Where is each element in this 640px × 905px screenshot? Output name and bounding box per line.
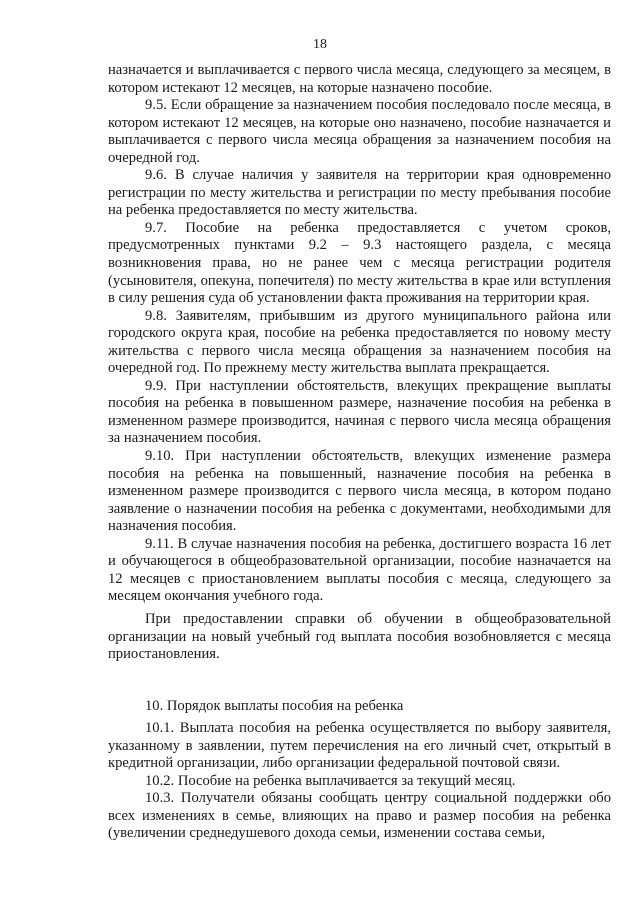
paragraph: 9.6. В случае наличия у заявителя на территории края одновременно регистрации по месту жительства и регистрации по месту пребывания пособие на ребенка предоставляется по месту жительства. [108, 167, 611, 219]
paragraph: 9.9. При наступлении обстоятельств, влекущих прекращение выплаты пособия на ребенка в повышенном размере, назначение пособия на ребенка в измененном размере производится, начиная с первого числа месяца обращения за назначением пособия. [108, 377, 611, 447]
paragraph: назначается и выплачивается с первого числа месяца, следующего за месяцем, в котором истекают 12 месяцев, на которые назначено пособие. [108, 62, 611, 96]
section-heading: 10. Порядок выплаты пособия на ребенка [145, 697, 404, 714]
paragraph: 9.11. В случае назначения пособия на ребенка, достигшего возраста 16 лет и обучающегося в общеобразовательной организации, пособие назначается на 12 месяцев с приостановлением выплаты пособия с месяца, следующего за месяцем окончания учебного года. [108, 535, 611, 605]
paragraph: 10.2. Пособие на ребенка выплачивается за текущий месяц. [145, 772, 516, 789]
paragraph: 10.1. Выплата пособия на ребенка осуществляется по выбору заявителя, указанному в заявлении, путем перечисления на его личный счет, открытый в кредитной организации, либо организации федеральной почтовой связи. [108, 720, 611, 772]
document-body [108, 62, 611, 843]
paragraphs-before-heading [108, 62, 611, 664]
paragraphs-after-heading [108, 720, 611, 843]
paragraph: При предоставлении справки об обучении в общеобразовательной организации на новый учебный год выплата пособия возобновляется с месяца приостановления. [108, 610, 611, 663]
paragraph: 9.5. Если обращение за назначением пособия последовало после месяца, в котором истекают 12 месяцев, на которые оно назначено, пособие назначается и выплачивается с первого числа месяца обращения за назначением пособия на очередной год. [108, 97, 611, 166]
paragraph: 9.8. Заявителям, прибывшим из другого муниципального района или городского округа края, пособие на ребенка предоставляется по новому месту жительства с первого числа месяца обращения за назначением пособия на очередной год. По прежнему месту жительства выплата прекращается. [108, 307, 611, 377]
paragraph: 9.7. Пособие на ребенка предоставляется с учетом сроков, предусмотренных пунктами 9.2 – 9.3 настоящего раздела, с месяца возникновения права, но не ранее чем с месяца регистрации родителя (усыновителя, опекуна, попечителя) по месту жительства в крае или вступления в силу решения суда об установлении факта проживания на территории края. [108, 219, 611, 307]
paragraph: 9.10. При наступлении обстоятельств, влекущих изменение размера пособия на ребенка на повышенный, назначение пособия на ребенка в измененном размере производится с первого числа месяца, в котором подано заявление о назначении пособия на ребенка с документами, необходимыми для назначения пособия. [108, 448, 611, 535]
page-number: 18 [313, 37, 327, 52]
paragraph: 10.3. Получатели обязаны сообщать центру социальной поддержки обо всех изменениях в семье, влияющих на право и размер пособия на ребенка (увеличении среднедушевого дохода семьи, изменении состава семьи, [108, 790, 611, 842]
